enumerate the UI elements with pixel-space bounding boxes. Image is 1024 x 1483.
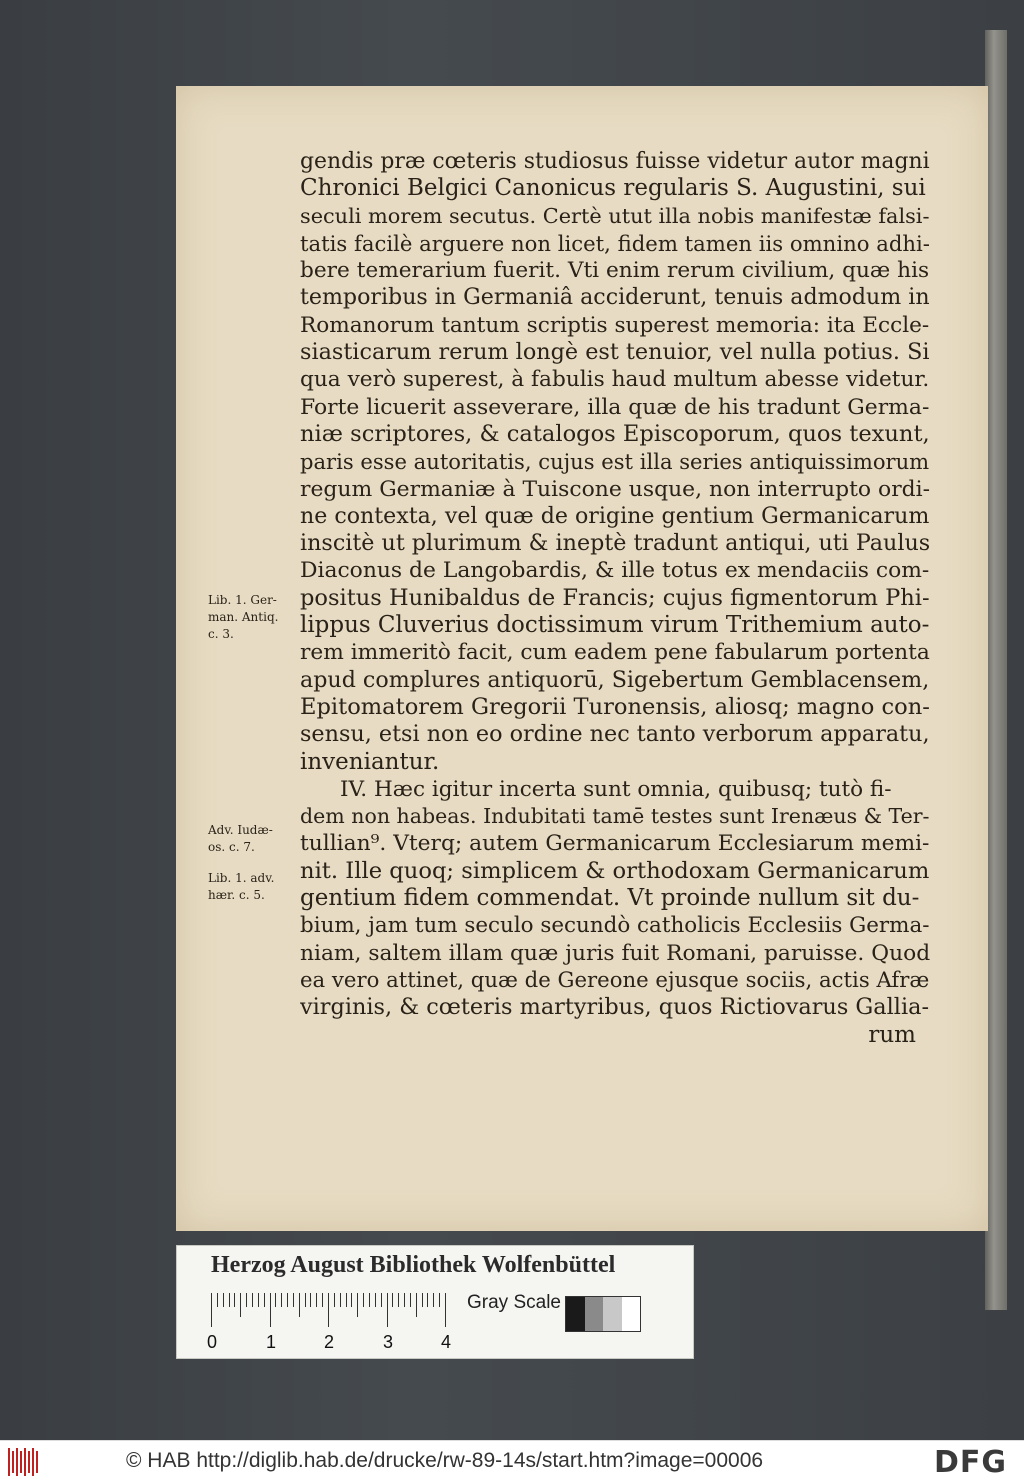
text-line: Romanorum tantum scriptis superest memoria: ita Eccle- xyxy=(300,312,930,338)
ruler-tick xyxy=(211,1293,212,1327)
ruler-label: 2 xyxy=(324,1332,335,1352)
barcode-stripe xyxy=(32,1448,34,1476)
ruler-tick xyxy=(299,1293,300,1317)
margin-note-3 xyxy=(208,870,300,904)
ruler-tick xyxy=(416,1293,417,1317)
text-line: Epitomatorem Gregorii Turonensis, aliosq; magno con- xyxy=(300,693,930,720)
library-name: Herzog August Bibliothek Wolfenbüttel xyxy=(211,1252,616,1278)
main-text xyxy=(300,148,930,1049)
ruler-tick xyxy=(310,1293,311,1307)
text-line: niæ scriptores, & catalogos Episcoporum, quos texunt, xyxy=(300,420,930,447)
ruler-tick xyxy=(381,1293,382,1307)
ruler-tick xyxy=(305,1293,306,1307)
text-line: qua verò superest, à fabulis haud multum abesse videtur. xyxy=(300,367,930,393)
gray-swatch xyxy=(585,1297,604,1331)
ruler-tick xyxy=(240,1293,241,1317)
gray-swatch xyxy=(622,1297,641,1331)
margin-note-line: c. 3. xyxy=(208,627,234,641)
gray-scale-swatch xyxy=(565,1296,641,1332)
text-line: Chronici Belgici Canonicus regularis S. Augustini, sui xyxy=(300,175,926,202)
copyright-url[interactable]: © HAB http://diglib.hab.de/drucke/rw-89-14s/start.htm?image=00006 xyxy=(126,1449,764,1472)
text-line: seculi morem secutus. Certè utut illa nobis manifestæ falsi- xyxy=(300,203,930,228)
book-edge xyxy=(985,30,1007,1310)
text-line: rem immeritò facit, cum eadem pene fabularum portenta xyxy=(300,640,930,666)
ruler-tick xyxy=(275,1293,276,1307)
color-target-card xyxy=(176,1245,694,1359)
text-line: regum Germaniæ à Tuiscone usque, non interrupto ordi- xyxy=(300,476,930,502)
ruler-tick xyxy=(369,1293,370,1307)
text-line: ne contexta, vel quæ de origine gentium Germanicarum xyxy=(300,502,930,529)
ruler-tick xyxy=(340,1293,341,1307)
text-line: virginis, & cœteris martyribus, quos Rictiovarus Gallia- xyxy=(300,994,930,1021)
margin-note-line: hær. c. 5. xyxy=(208,888,265,902)
ruler-tick xyxy=(316,1293,317,1307)
margin-note-line: os. c. 7. xyxy=(208,840,255,854)
text-line: inveniantur. xyxy=(300,748,440,775)
ruler-tick xyxy=(252,1293,253,1307)
text-line: nit. Ille quoq; simplicem & orthodoxam Germanicarum xyxy=(300,857,930,884)
text-line: bere temerarium fuerit. Vti enim rerum civilium, quæ his xyxy=(300,258,930,284)
ruler-tick xyxy=(445,1293,446,1327)
margin-note-line: man. Antiq. xyxy=(208,610,279,624)
margin-note-line: Lib. 1. adv. xyxy=(208,871,275,885)
ruler-label: 4 xyxy=(441,1332,452,1352)
ruler-tick xyxy=(217,1293,218,1307)
ruler-tick xyxy=(404,1293,405,1307)
ruler-tick xyxy=(246,1293,247,1307)
scale-ruler xyxy=(211,1293,451,1327)
gray-swatch xyxy=(566,1297,585,1331)
text-line: tatis facilè arguere non licet, fidem tamen iis omnino adhi- xyxy=(300,230,930,256)
margin-note-1 xyxy=(208,592,300,643)
margin-note-2 xyxy=(208,822,300,856)
text-line: ea vero attinet, quæ de Gereone ejusque sociis, actis Afræ xyxy=(300,967,930,993)
barcode-stripe xyxy=(12,1451,14,1473)
text-line: Forte licuerit asseverare, illa quæ de his tradunt Germa- xyxy=(300,394,930,420)
text-line: gentium fidem commendat. Vt proinde nullum sit du- xyxy=(300,885,920,912)
ruler-tick xyxy=(433,1293,434,1307)
text-line: gendis præ cœteris studiosus fuisse videtur autor magni xyxy=(300,149,930,174)
ruler-tick xyxy=(375,1293,376,1307)
ruler-tick xyxy=(258,1293,259,1307)
ruler-tick xyxy=(346,1293,347,1307)
ruler-tick xyxy=(392,1293,393,1307)
barcode-stripe xyxy=(8,1448,10,1476)
text-line: sensu, etsi non eo ordine nec tanto verborum apparatu, xyxy=(300,721,930,748)
gray-scale-label: Gray Scale xyxy=(467,1292,561,1313)
text-line: apud complures antiquorū, Sigebertum Gemblacensem, xyxy=(300,666,930,693)
ruler-tick xyxy=(410,1293,411,1307)
barcode-stripe xyxy=(24,1448,26,1476)
barcode-stripe xyxy=(28,1451,30,1473)
text-line: lippus Cluverius doctissimum virum Trithemium auto- xyxy=(300,612,930,639)
text-line: paris esse autoritatis, cujus est illa series antiquissimorum xyxy=(300,449,930,475)
ruler-tick xyxy=(427,1293,428,1307)
hab-logo-icon xyxy=(8,1448,40,1476)
ruler-tick xyxy=(398,1293,399,1307)
ruler-tick xyxy=(293,1293,294,1307)
ruler-tick xyxy=(351,1293,352,1307)
ruler-tick xyxy=(387,1293,388,1327)
ruler-label: 1 xyxy=(266,1332,277,1352)
text-line: IV. Hæc igitur incerta sunt omnia, quibusq; tutò fi- xyxy=(340,776,892,802)
text-line: tullian⁹. Vterq; autem Germanicarum Ecclesiarum memi- xyxy=(300,831,930,857)
margin-note-line: Lib. 1. Ger- xyxy=(208,593,277,607)
ruler-tick xyxy=(287,1293,288,1307)
footer-bar xyxy=(0,1440,1024,1483)
gray-swatch xyxy=(603,1297,622,1331)
ruler-tick xyxy=(223,1293,224,1307)
ruler-tick xyxy=(234,1293,235,1307)
catchword: rum xyxy=(868,1021,916,1048)
ruler-tick xyxy=(322,1293,323,1307)
barcode-stripe xyxy=(36,1451,38,1473)
barcode-stripe xyxy=(16,1448,18,1476)
ruler-tick xyxy=(270,1293,271,1327)
text-line: bium, jam tum seculo secundò catholicis Ecclesiis Germa- xyxy=(300,913,930,939)
text-line: temporibus in Germaniâ acciderunt, tenuis admodum in xyxy=(300,284,930,311)
ruler-tick xyxy=(357,1293,358,1317)
ruler-tick xyxy=(264,1293,265,1307)
dfg-logo: DFG xyxy=(934,1445,1008,1480)
text-line: siasticarum rerum longè est tenuior, vel nulla potius. Si xyxy=(300,339,930,366)
margin-note-line: Adv. Iudæ- xyxy=(208,823,273,837)
text-line: dem non habeas. Indubitati tamē testes sunt Irenæus & Ter- xyxy=(300,804,930,829)
ruler-tick xyxy=(281,1293,282,1307)
text-line: positus Hunibaldus de Francis; cujus figmentorum Phi- xyxy=(300,584,930,611)
ruler-tick xyxy=(422,1293,423,1307)
ruler-tick xyxy=(363,1293,364,1307)
ruler-tick xyxy=(334,1293,335,1307)
ruler-label: 3 xyxy=(383,1332,394,1352)
ruler-tick xyxy=(439,1293,440,1307)
text-line: niam, saltem illam quæ juris fuit Romani, paruisse. Quod xyxy=(300,940,930,966)
text-line: inscitè ut plurimum & ineptè tradunt antiqui, uti Paulus xyxy=(300,530,930,557)
text-line: Diaconus de Langobardis, & ille totus ex mendaciis com- xyxy=(300,558,930,584)
ruler-tick xyxy=(229,1293,230,1307)
ruler-label: 0 xyxy=(207,1332,218,1352)
barcode-stripe xyxy=(20,1451,22,1473)
ruler-tick xyxy=(328,1293,329,1327)
